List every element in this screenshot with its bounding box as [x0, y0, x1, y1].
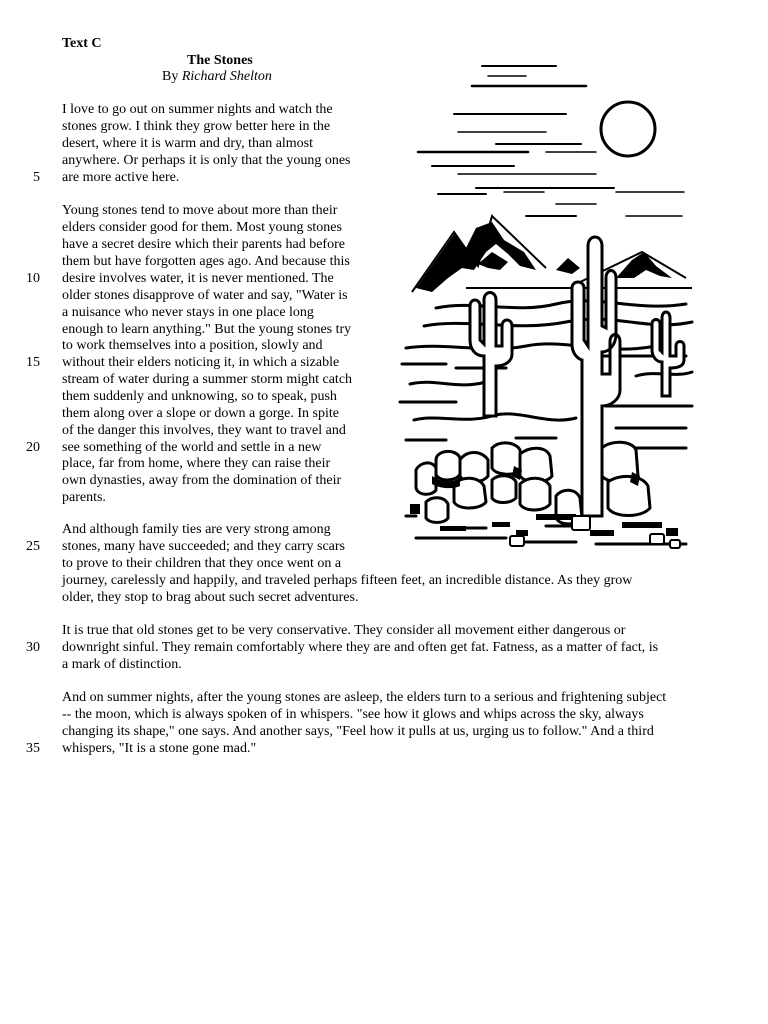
line-number: 35 [26, 741, 40, 756]
text-line: older, they stop to brag about such secret adventures. [62, 590, 359, 605]
line-number: 30 [26, 640, 40, 655]
text-line: -- the moon, which is always spoken of in whispers. "see how it glows and whips across the sky, always [62, 707, 644, 722]
text-line: them suddenly and unknowing, so to speak, push [62, 389, 337, 404]
text-line: journey, carelessly and happily, and traveled perhaps fifteen feet, an incredible distance. As they grow [62, 573, 633, 588]
text-line: have a secret desire which their parents had before [62, 237, 345, 252]
text-line: of the danger this involves, they want to travel and [62, 423, 346, 438]
text-line: a nuisance who never stays in one place long [62, 305, 314, 320]
line-number: 25 [26, 539, 40, 554]
author-name: Richard Shelton [181, 69, 272, 84]
text-line: downright sinful. They remain comfortably where they are and often get fat. Fatness, as a matter of fact, is [62, 640, 659, 655]
text-line: older stones disapprove of water and say, "Water is [62, 288, 348, 303]
text-line: whispers, "It is a stone gone mad." [62, 741, 257, 756]
text-line: without their elders noticing it, in which a sizable [62, 355, 340, 370]
moon [601, 102, 655, 156]
byline-prefix: By [162, 69, 182, 84]
line-number: 10 [26, 271, 40, 286]
text-label: Text C [62, 36, 102, 51]
text-line: are more active here. [62, 170, 180, 185]
text-line: parents. [62, 490, 106, 505]
line-number: 15 [26, 355, 40, 370]
text-line: desert, where it is warm and dry, than almost [62, 136, 314, 151]
text-line: I love to go out on summer nights and watch the [62, 102, 333, 117]
text-line: desire involves water, it is never mentioned. The [62, 271, 334, 286]
text-line: place, far from home, where they can raise their [62, 456, 331, 471]
ground-strata [400, 301, 692, 448]
text-line: see something of the world and settle in a new [62, 440, 322, 455]
text-line: to work themselves into a position, slowly and [62, 338, 323, 353]
text-line: changing its shape," one says. And another says, "Feel how it pulls at us, urging us to follow." And a third [62, 724, 654, 739]
desert-cactus-illustration [396, 56, 696, 550]
text-line: elders consider good for them. Most young stones [62, 220, 342, 235]
text-line: a mark of distinction. [62, 657, 182, 672]
text-line: stones, many have succeeded; and they carry scars [62, 539, 345, 554]
text-line: them along over a slope or down a gorge. In spite [62, 406, 339, 421]
text-line: enough to learn anything." But the young stones try [62, 322, 352, 337]
poem-title: The Stones [187, 53, 253, 68]
text-line: own dynasties, away from the domination of their [62, 473, 342, 488]
line-number: 5 [33, 170, 40, 185]
text-line: to prove to their children that they once went on a [62, 556, 342, 571]
text-line: And although family ties are very strong among [62, 522, 331, 537]
text-line: them but have forgotten ages ago. And because this [62, 254, 350, 269]
byline [162, 68, 272, 85]
text-line: And on summer nights, after the young stones are asleep, the elders turn to a serious and frightening subject [62, 690, 667, 705]
text-line: stream of water during a summer storm might catch [62, 372, 353, 387]
sky-lines [418, 66, 684, 216]
text-line: anywhere. Or perhaps it is only that the young ones [62, 153, 351, 168]
text-line: It is true that old stones get to be very conservative. They consider all movement either dangerous or [62, 623, 626, 638]
text-line: stones grow. I think they grow better here in the [62, 119, 331, 134]
text-line: Young stones tend to move about more than their [62, 203, 338, 218]
line-number: 20 [26, 440, 40, 455]
